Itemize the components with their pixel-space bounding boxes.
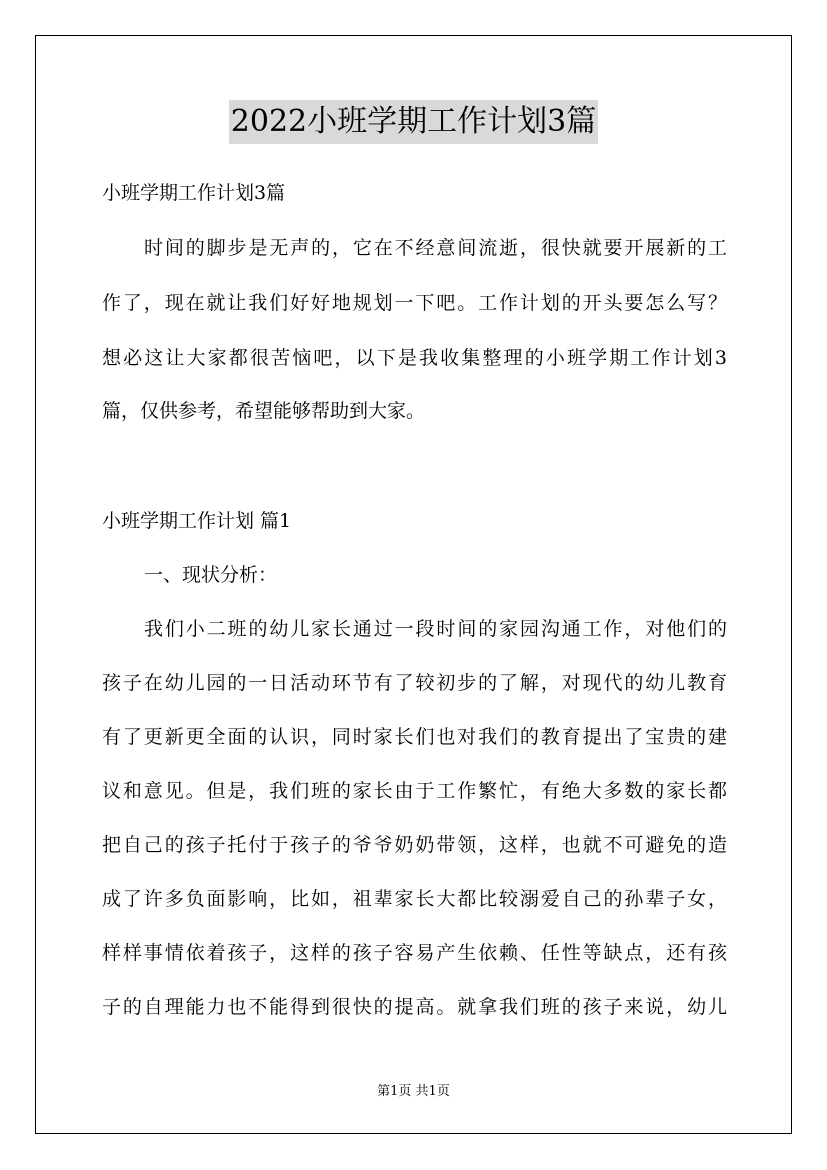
document-subtitle: 小班学期工作计划3篇: [102, 182, 286, 204]
body-line: 成了许多负面影响，比如，祖辈家长大都比较溺爱自己的孙辈子女，: [102, 888, 727, 910]
page-footer: 第1页 共1页: [377, 1084, 450, 1099]
body-line: 样样事情依着孩子，这样的孩子容易产生依赖、任性等缺点，还有孩: [102, 942, 727, 964]
intro-line: 篇，仅供参考，希望能够帮助到大家。: [102, 400, 426, 422]
section-heading: 小班学期工作计划 篇1: [102, 510, 292, 532]
intro-line: 作了，现在就让我们好好地规划一下吧。工作计划的开头要怎么写？: [102, 292, 727, 314]
body-line: 子的自理能力也不能得到很快的提高。就拿我们班的孩子来说，幼儿: [102, 996, 727, 1018]
intro-line: 想必这让大家都很苦恼吧，以下是我收集整理的小班学期工作计划3: [102, 347, 727, 369]
body-line: 孩子在幼儿园的一日活动环节有了较初步的了解，对现代的幼儿教育: [102, 672, 727, 694]
body-line: 我们小二班的幼儿家长通过一段时间的家园沟通工作，对他们的: [144, 618, 727, 640]
body-line: 把自己的孩子托付于孩子的爷爷奶奶带领，这样，也就不可避免的造: [102, 834, 727, 856]
subsection-heading: 一、现状分析：: [144, 564, 278, 586]
title-container: [0, 100, 827, 144]
intro-line: 时间的脚步是无声的，它在不经意间流逝，很快就要开展新的工: [144, 237, 727, 259]
body-line: 有了更新更全面的认识，同时家长们也对我们的教育提出了宝贵的建: [102, 726, 727, 748]
document-title: 2022小班学期工作计划3篇: [229, 100, 598, 144]
body-line: 议和意见。但是，我们班的家长由于工作繁忙，有绝大多数的家长都: [102, 780, 727, 802]
